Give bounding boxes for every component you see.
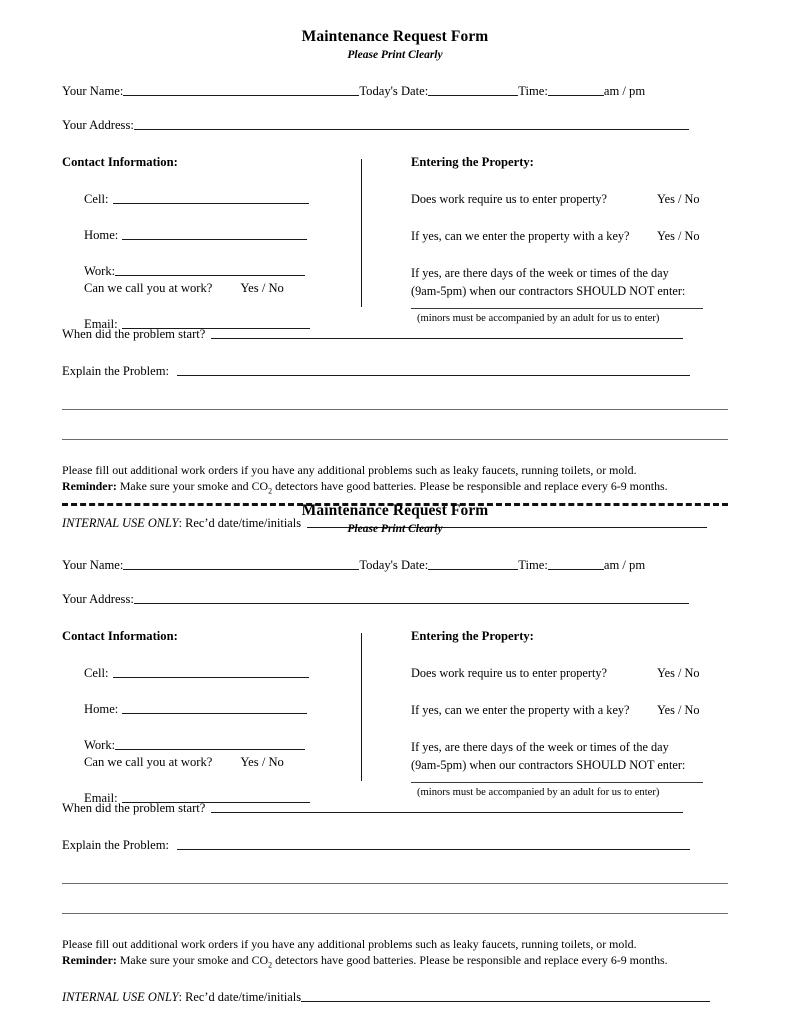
enter-property-question: Does work require us to enter property? [411, 665, 607, 680]
enter-property-question-row [411, 192, 731, 207]
your-address-label: Your Address: [62, 118, 134, 133]
work-row [62, 738, 352, 753]
home-label: Home: [84, 227, 119, 242]
minors-note: (minors must be accompanied by an adult for us to enter) [417, 786, 660, 798]
name-date-time-row [0, 558, 790, 572]
enter-property-question: Does work require us to enter property? [411, 191, 607, 206]
address-row [0, 118, 790, 132]
explain-problem-extra-line-2[interactable] [62, 439, 728, 440]
problem-start-label: When did the problem start? [62, 800, 206, 815]
time-label: Time: [518, 83, 548, 98]
enter-property-options[interactable]: Yes / No [657, 191, 700, 206]
reminder-text-part1: Make sure your smoke and CO [119, 478, 269, 493]
explain-problem-label: Explain the Problem: [62, 364, 170, 379]
explain-problem-extra-line-1[interactable] [62, 883, 728, 884]
explain-problem-label: Explain the Problem: [62, 838, 170, 853]
your-address-label: Your Address: [62, 592, 134, 607]
entering-property-column [411, 629, 731, 798]
restricted-times-input[interactable] [411, 308, 703, 309]
key-entry-question-row [411, 703, 731, 718]
home-label: Home: [84, 701, 119, 716]
form-copy-top [0, 28, 790, 531]
ampm-label: am / pm [603, 83, 646, 98]
reminder-subscript: 2 [268, 960, 273, 969]
todays-date-label: Today's Date: [359, 83, 429, 98]
address-row [0, 592, 790, 606]
entering-property-heading: Entering the Property: [411, 154, 534, 169]
work-row [62, 264, 352, 279]
work-label: Work: [84, 737, 116, 752]
entering-property-column [411, 155, 731, 324]
ampm-label: am / pm [603, 557, 646, 572]
problem-start-label: When did the problem start? [62, 326, 206, 341]
explain-problem-extra-line-1[interactable] [62, 409, 728, 410]
call-at-work-options[interactable]: Yes / No [240, 754, 284, 769]
home-row [62, 702, 352, 717]
time-input[interactable] [548, 558, 604, 570]
internal-use-input[interactable] [301, 990, 710, 1002]
page-title: Maintenance Request Form [301, 502, 489, 519]
todays-date-label: Today's Date: [359, 557, 429, 572]
time-input[interactable] [548, 84, 604, 96]
reminder-text-part2: detectors have good batteries. Please be responsible and replace every 6-9 months. [272, 478, 668, 493]
key-entry-options[interactable]: Yes / No [657, 702, 700, 717]
call-at-work-question: Can we call you at work? [84, 754, 213, 769]
problem-start-row [0, 801, 790, 815]
work-label: Work: [84, 263, 116, 278]
reminder-note [62, 952, 728, 971]
your-name-label: Your Name: [62, 557, 124, 572]
internal-use-label: INTERNAL USE ONLY [62, 515, 179, 530]
explain-problem-row [0, 838, 790, 852]
todays-date-input[interactable] [428, 558, 518, 570]
entering-property-heading: Entering the Property: [411, 628, 534, 643]
contact-and-entering-columns [0, 628, 790, 805]
your-address-input[interactable] [134, 118, 689, 130]
key-entry-options[interactable]: Yes / No [657, 228, 700, 243]
time-label: Time: [518, 557, 548, 572]
reminder-text-part2: detectors have good batteries. Please be responsible and replace every 6-9 months. [272, 952, 668, 967]
call-at-work-row [62, 281, 352, 296]
enter-property-options[interactable]: Yes / No [657, 665, 700, 680]
cell-row [62, 192, 352, 207]
contact-information-column [62, 155, 352, 332]
contact-and-entering-columns [0, 154, 790, 331]
your-name-input[interactable] [123, 558, 359, 570]
restricted-times-question-line1: If yes, are there days of the week or times of the day [411, 739, 669, 754]
form-subtitle: Please Print Clearly [347, 49, 443, 62]
minors-note: (minors must be accompanied by an adult for us to enter) [417, 312, 660, 324]
key-entry-question: If yes, can we enter the property with a key? [411, 228, 630, 243]
problem-start-input[interactable] [211, 327, 683, 339]
explain-problem-row [0, 364, 790, 378]
restricted-times-question-line1: If yes, are there days of the week or times of the day [411, 265, 669, 280]
reminder-label: Reminder: [62, 952, 117, 967]
key-entry-question-row [411, 229, 731, 244]
home-row [62, 228, 352, 243]
contact-information-column [62, 629, 352, 806]
explain-problem-input[interactable] [177, 364, 690, 376]
cell-row [62, 666, 352, 681]
explain-problem-input[interactable] [177, 838, 690, 850]
home-input[interactable] [122, 228, 307, 240]
cell-label: Cell: [84, 191, 109, 206]
column-divider [361, 633, 362, 781]
problem-start-row [0, 327, 790, 341]
enter-property-question-row [411, 666, 731, 681]
work-input[interactable] [115, 264, 305, 276]
call-at-work-question: Can we call you at work? [84, 280, 213, 295]
reminder-subscript: 2 [268, 486, 273, 495]
restricted-times-question-line2: (9am-5pm) when our contractors SHOULD NOT enter: [411, 757, 686, 772]
name-date-time-row [0, 84, 790, 98]
email-label: Email: [84, 790, 118, 805]
cell-input[interactable] [113, 666, 309, 678]
internal-use-row [0, 990, 790, 1005]
column-divider [361, 159, 362, 307]
problem-start-input[interactable] [211, 801, 683, 813]
page-title: Maintenance Request Form [301, 28, 489, 45]
internal-use-label: INTERNAL USE ONLY [62, 989, 179, 1004]
your-address-input[interactable] [134, 592, 689, 604]
footer-notes [0, 462, 790, 497]
your-name-input[interactable] [123, 84, 359, 96]
cell-input[interactable] [113, 192, 309, 204]
footer-notes [0, 936, 790, 971]
your-name-label: Your Name: [62, 83, 124, 98]
reminder-note [62, 478, 728, 497]
cell-label: Cell: [84, 665, 109, 680]
additional-work-orders-note: Please fill out additional work orders if you have any additional problems such as leaky faucets, running toilets, or mold. [62, 936, 637, 951]
contact-information-heading: Contact Information: [62, 628, 178, 643]
restricted-times-input[interactable] [411, 782, 703, 783]
additional-work-orders-note: Please fill out additional work orders if you have any additional problems such as leaky faucets, running toilets, or mold. [62, 462, 637, 477]
email-label: Email: [84, 316, 118, 331]
restricted-times-question-line2: (9am-5pm) when our contractors SHOULD NOT enter: [411, 283, 686, 298]
key-entry-question: If yes, can we enter the property with a key? [411, 702, 630, 717]
reminder-text-part1: Make sure your smoke and CO [119, 952, 269, 967]
internal-use-rest: : Rec’d date/time/initials [178, 989, 302, 1004]
todays-date-input[interactable] [428, 84, 518, 96]
call-at-work-row [62, 755, 352, 770]
contact-information-heading: Contact Information: [62, 154, 178, 169]
work-input[interactable] [115, 738, 305, 750]
form-copy-bottom [0, 502, 790, 1005]
reminder-label: Reminder: [62, 478, 117, 493]
internal-use-rest: : Rec’d date/time/initials [178, 515, 302, 530]
call-at-work-options[interactable]: Yes / No [240, 280, 284, 295]
home-input[interactable] [122, 702, 307, 714]
explain-problem-extra-line-2[interactable] [62, 913, 728, 914]
form-subtitle: Please Print Clearly [347, 523, 443, 536]
